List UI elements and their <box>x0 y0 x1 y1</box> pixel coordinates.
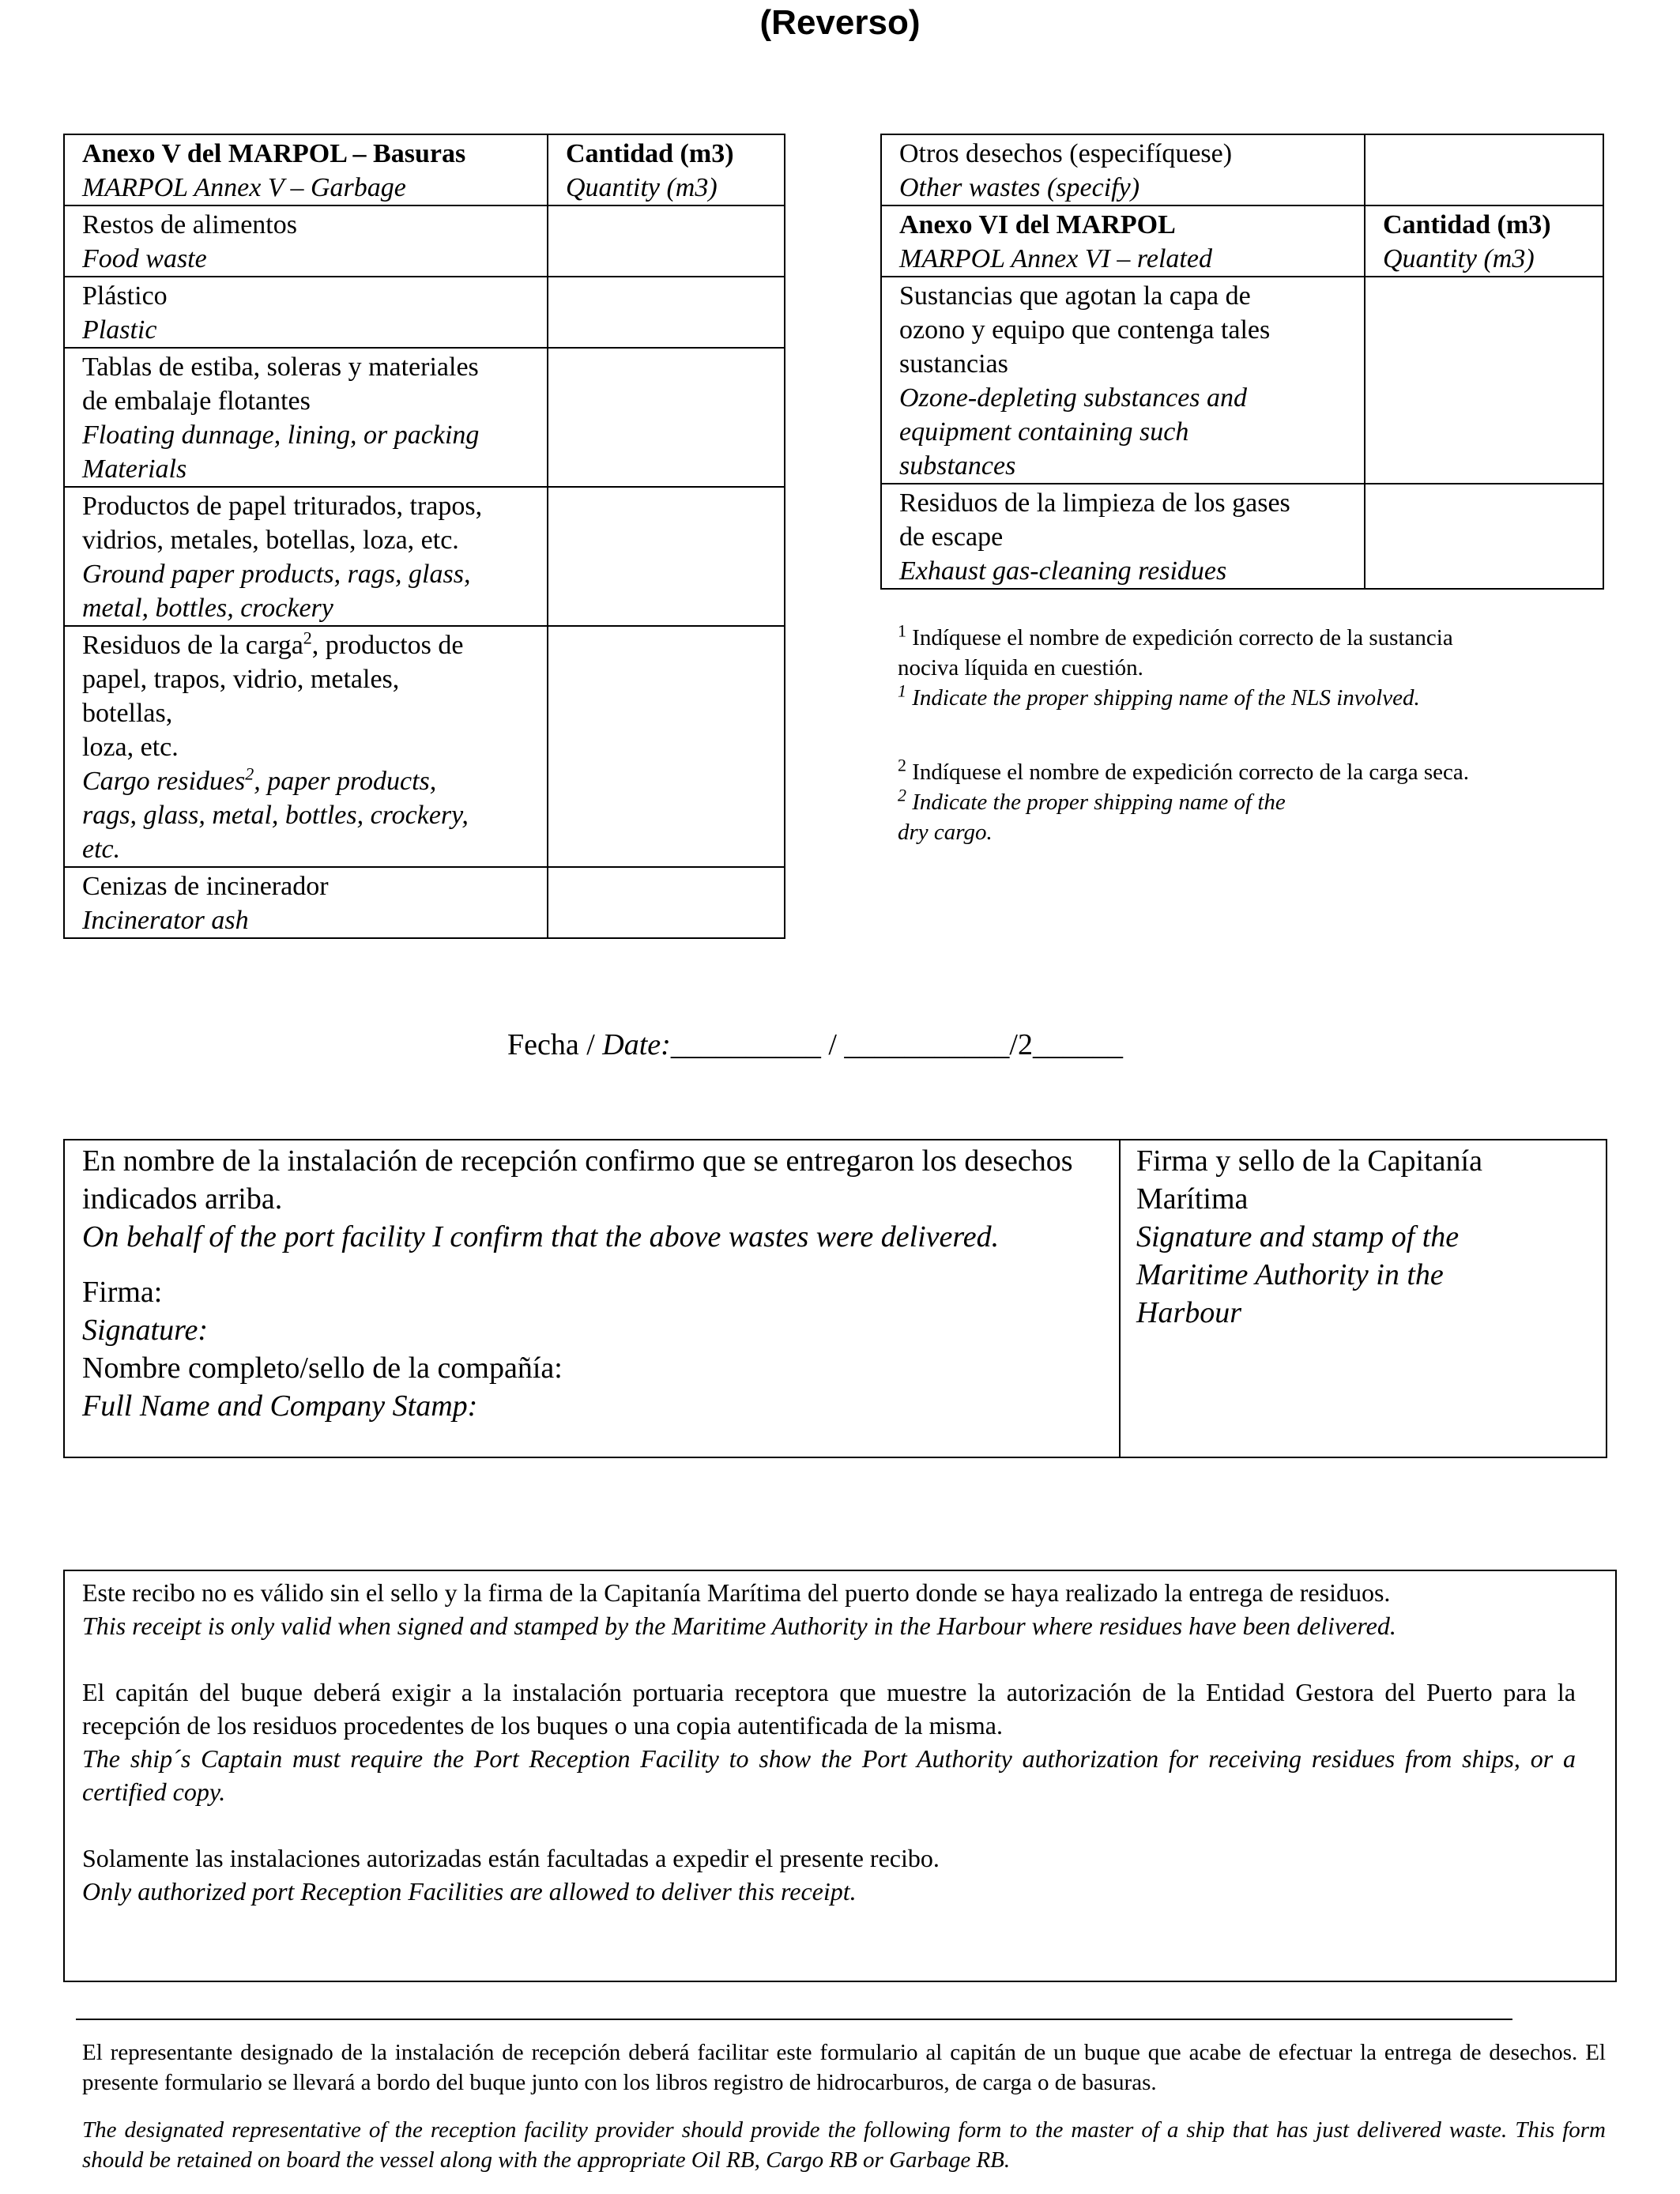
annexv-quantity-field[interactable] <box>548 348 785 487</box>
footnote-1-es <box>898 620 1609 653</box>
maritime-authority-stamp[interactable] <box>1136 1142 1595 1332</box>
annexv-text-line <box>82 242 537 276</box>
annex-v-title-es: Anexo V del MARPOL – Basuras <box>82 139 466 168</box>
annexv-text-line <box>82 730 537 764</box>
line-text: Plastic <box>82 315 157 345</box>
line-text: Floating dunnage, lining, or packing <box>82 420 480 450</box>
annexv-text-line <box>82 591 537 625</box>
signature-divider <box>1119 1140 1121 1457</box>
confirmation-en: On behalf of the port facility I confirm that the above wastes were delivered. <box>82 1220 1000 1253</box>
qty-label-es: Cantidad (m3) <box>566 139 734 168</box>
line-text: equipment containing such <box>899 417 1189 447</box>
annexv-text-line <box>82 452 537 486</box>
annexv-description <box>64 487 548 626</box>
annexv-text-line <box>82 869 537 903</box>
annexv-text-line <box>82 384 537 418</box>
annexvi-text-line <box>899 486 1354 520</box>
annexvi-text-line <box>899 415 1354 449</box>
annex-v-header-row <box>64 134 785 205</box>
footnote-text: Indicate the proper shipping name of the <box>912 790 1286 815</box>
line-text: loza, etc. <box>82 733 179 762</box>
date-year-prefix: /2 <box>1009 1028 1033 1061</box>
footnote-mark: 1 <box>898 680 906 701</box>
annex-vi-header-cell <box>881 205 1365 277</box>
footnote-1-en <box>898 680 1609 713</box>
stamp-label-en-cont2: Harbour <box>1136 1296 1242 1329</box>
footnote-text: Indíquese el nombre de expedición correcto de la sustancia <box>912 625 1453 650</box>
annexv-description <box>64 867 548 938</box>
annexv-quantity-field[interactable] <box>548 277 785 348</box>
line-text: de embalaje flotantes <box>82 386 311 416</box>
annexvi-quantity-field[interactable] <box>1365 484 1603 589</box>
annexv-quantity-field[interactable] <box>548 626 785 867</box>
annexv-text-line <box>82 557 537 591</box>
confirmation-text <box>82 1142 1133 1425</box>
line-text: Cargo residues <box>82 767 246 796</box>
page-title: (Reverso) <box>759 3 921 42</box>
annexv-text-line <box>82 798 537 832</box>
line-text: rags, glass, metal, bottles, crockery, <box>82 801 469 830</box>
footer-es: El representante designado de la instalación de recepción deberá facilitar este formulario al capitán de un buque que acabe de efectuar la entrega de desechos. El presente formulario se llevará a bordo del buque junto con los libros registro de hidrocarburos, de carga o de basuras. <box>82 2040 1606 2095</box>
annexv-description <box>64 205 548 277</box>
validity-p3-en: Only authorized port Reception Facilities are allowed to deliver this receipt. <box>82 1877 857 1906</box>
annexv-description <box>64 348 548 487</box>
line-text: Plástico <box>82 281 168 311</box>
date-day-field[interactable]: __________ <box>670 1028 821 1061</box>
other-wastes-es: Otros desechos (especifíquese) <box>899 139 1233 168</box>
annex-vi-qty-header <box>1365 205 1603 277</box>
confirmation-box <box>63 1139 1607 1458</box>
footnote-ref: 2 <box>245 763 254 784</box>
annexvi-text-line <box>899 381 1354 415</box>
footnote-2-en-cont: dry cargo. <box>898 820 993 845</box>
date-month-field[interactable]: ___________ <box>844 1028 1010 1061</box>
line-text: Sustancias que agotan la capa de <box>899 281 1251 311</box>
annexvi-text-line <box>899 347 1354 381</box>
annexv-row <box>64 626 785 867</box>
annexv-row <box>64 205 785 277</box>
annexv-text-line <box>82 764 537 798</box>
signature-label-es: Firma: <box>82 1276 163 1309</box>
annexvi-text-line <box>899 313 1354 347</box>
annexv-row <box>64 348 785 487</box>
validity-text <box>82 1576 1576 1908</box>
footer-note <box>82 2038 1606 2175</box>
validity-p1-en: This receipt is only valid when signed and stamped by the Maritime Authority in the Harbour where residues have been delivered. <box>82 1612 1396 1640</box>
footnote-1-es-cont: nociva líquida en cuestión. <box>898 655 1143 680</box>
line-text: Productos de papel triturados, trapos, <box>82 492 483 521</box>
annex-v-title-en: MARPOL Annex V – Garbage <box>82 173 406 202</box>
date-line <box>507 1026 1123 1064</box>
line-text: , productos de <box>311 631 464 660</box>
validity-p3-es: Solamente las instalaciones autorizadas están facultadas a expedir el presente recibo. <box>82 1844 940 1872</box>
annexv-description <box>64 277 548 348</box>
qty-label-en: Quantity (m3) <box>1383 244 1535 273</box>
annex-v-qty-header <box>548 134 785 205</box>
footnote-text: Indicate the proper shipping name of the NLS involved. <box>912 685 1420 711</box>
annexvi-row <box>881 277 1603 484</box>
line-text: substances <box>899 451 1016 481</box>
annexv-quantity-field[interactable] <box>548 867 785 938</box>
annexvi-quantity-field[interactable] <box>1365 277 1603 484</box>
annexvi-description <box>881 277 1365 484</box>
annexv-row <box>64 867 785 938</box>
annexv-text-line <box>82 350 537 384</box>
stamp-label-es: Firma y sello de la Capitanía <box>1136 1144 1482 1178</box>
line-text: Incinerator ash <box>82 906 249 935</box>
qty-label-es: Cantidad (m3) <box>1383 210 1551 239</box>
line-text: Food waste <box>82 244 207 273</box>
annex-vi-header-row <box>881 205 1603 277</box>
footnote-text: Indíquese el nombre de expedición correcto de la carga seca. <box>912 760 1470 785</box>
validity-p2-es: El capitán del buque deberá exigir a la instalación portuaria receptora que muestre la autorización de la Entidad Gestora del Puerto para la recepción de los residuos procedentes de los buques o una copia autentificada de la misma. <box>82 1678 1576 1740</box>
annexv-row <box>64 277 785 348</box>
line-text: sustancias <box>899 349 1008 379</box>
date-label-en: Date: <box>602 1028 671 1061</box>
annex-vi-title-es: Anexo VI del MARPOL <box>899 210 1176 239</box>
line-text: botellas, <box>82 699 173 728</box>
other-wastes-row <box>881 134 1603 205</box>
footnote-2-es <box>898 757 1609 787</box>
line-text: de escape <box>899 522 1004 552</box>
footnote-ref: 2 <box>303 628 312 648</box>
line-text: Ground paper products, rags, glass, <box>82 560 471 589</box>
annex-v-table <box>63 134 785 939</box>
annexvi-text-line <box>899 520 1354 554</box>
footnote-mark: 1 <box>898 620 906 641</box>
validity-p2-en: The ship´s Captain must require the Port Reception Facility to show the Port Authority authorization for receiving residues from ships, or a certified copy. <box>82 1744 1576 1806</box>
signature-label-en: Signature: <box>82 1314 209 1347</box>
date-separator: / <box>820 1028 845 1061</box>
line-text: etc. <box>82 835 121 864</box>
company-stamp-label-en: Full Name and Company Stamp: <box>82 1389 478 1423</box>
stamp-label-en: Signature and stamp of the <box>1136 1220 1460 1253</box>
date-year-field[interactable]: ______ <box>1032 1028 1123 1061</box>
confirmation-es: En nombre de la instalación de recepción confirmo que se entregaron los desechos indicados arriba. <box>82 1144 1073 1216</box>
line-text: Residuos de la carga <box>82 631 303 660</box>
annexv-text-line <box>82 662 537 696</box>
annexv-row <box>64 487 785 626</box>
line-text: vidrios, metales, botellas, loza, etc. <box>82 526 459 555</box>
annexvi-text-line <box>899 279 1354 313</box>
line-text: Ozone-depleting substances and <box>899 383 1248 413</box>
annexv-quantity-field[interactable] <box>548 487 785 626</box>
footnotes <box>898 620 1609 847</box>
annexv-text-line <box>82 208 537 242</box>
annexv-text-line <box>82 628 537 662</box>
annex-vi-title-en: MARPOL Annex VI – related <box>899 244 1212 273</box>
other-wastes-en: Other wastes (specify) <box>899 173 1140 202</box>
line-text: Exhaust gas-cleaning residues <box>899 556 1227 586</box>
annexv-text-line <box>82 903 537 937</box>
validity-p1-es: Este recibo no es válido sin el sello y la firma de la Capitanía Marítima del puerto donde se haya realizado la entrega de residuos. <box>82 1578 1391 1607</box>
annexv-text-line <box>82 696 537 730</box>
annexvi-description <box>881 484 1365 589</box>
annexvi-text-line <box>899 554 1354 588</box>
footnote-2-en <box>898 787 1609 817</box>
line-text: Tablas de estiba, soleras y materiales <box>82 352 479 382</box>
annexv-text-line <box>82 418 537 452</box>
footnote-mark: 2 <box>898 755 906 775</box>
line-text: papel, trapos, vidrio, metales, <box>82 665 400 694</box>
annexv-description <box>64 626 548 867</box>
annexvi-row <box>881 484 1603 589</box>
annexv-text-line <box>82 279 537 313</box>
annex-v-header-cell <box>64 134 548 205</box>
line-text: metal, bottles, crockery <box>82 594 333 623</box>
qty-label-en: Quantity (m3) <box>566 173 718 202</box>
stamp-label-es-cont: Marítima <box>1136 1182 1249 1216</box>
footer-separator <box>76 2019 1512 2020</box>
line-text: Materials <box>82 454 187 484</box>
line-text: Residuos de la limpieza de los gases <box>899 488 1290 518</box>
annexv-text-line <box>82 832 537 866</box>
other-wastes-quantity[interactable] <box>1365 134 1603 205</box>
stamp-label-en-cont: Maritime Authority in the <box>1136 1258 1444 1291</box>
company-stamp-label-es: Nombre completo/sello de la compañía: <box>82 1351 563 1385</box>
validity-box <box>63 1570 1617 1982</box>
footer-en: The designated representative of the reception facility provider should provide the following form to the master of a ship that has just delivered waste. This form should be retained on board the vessel along with the appropriate Oil RB, Cargo RB or Garbage RB. <box>82 2117 1606 2173</box>
footnote-mark: 2 <box>898 785 906 805</box>
annexvi-text-line <box>899 449 1354 483</box>
annexv-text-line <box>82 313 537 347</box>
annexv-text-line <box>82 489 537 523</box>
date-label-es: Fecha / <box>507 1028 603 1061</box>
line-text: , paper products, <box>254 767 437 796</box>
line-text: ozono y equipo que contenga tales <box>899 315 1271 345</box>
annexv-text-line <box>82 523 537 557</box>
annex-vi-table <box>880 134 1604 590</box>
other-wastes-cell <box>881 134 1365 205</box>
annexv-quantity-field[interactable] <box>548 205 785 277</box>
line-text: Cenizas de incinerador <box>82 872 329 901</box>
line-text: Restos de alimentos <box>82 210 297 239</box>
